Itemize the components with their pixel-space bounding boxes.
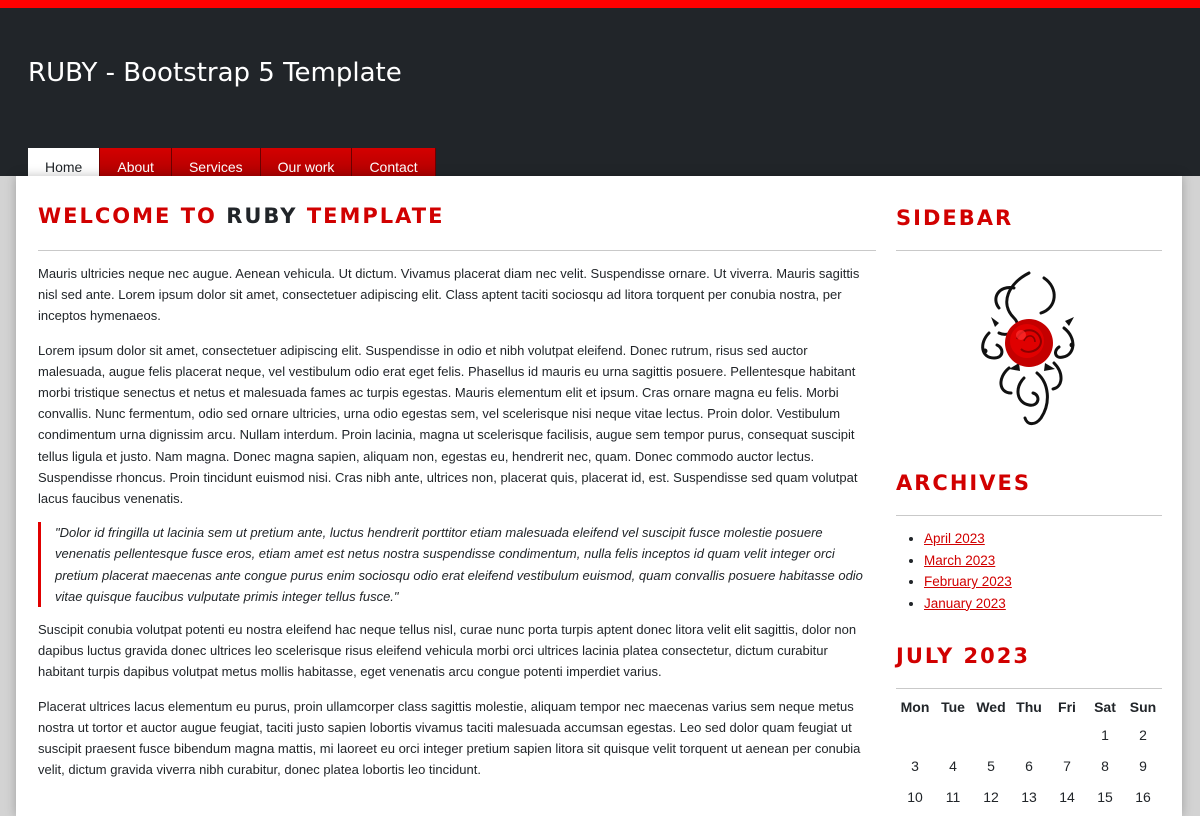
calendar-day: 9 — [1139, 757, 1147, 774]
paragraph-4: Placerat ultrices lacus elementum eu purus, proin ullamcorper class sagittis molestie, aliquam tempor nec maecenas varius sem neque metus nostra ut tortor et auctor augue feugiat, taciti justo sapien lobortis vivamus taciti malesuada accumsan egestas. Leo sed dolor quam feugiat ut suscipit praesent fusce bibendum magna mattis, mi laoreet eu orci integer pretium sapien litora sit quisque velit torquent ut aenean per conubia velit, dictum gravida viverra nibh curabitur, donec platea lobortis leo tincidunt. — [38, 698, 861, 778]
top-accent-bar — [0, 0, 1200, 8]
weekday-sun: Sun — [1129, 699, 1157, 715]
title-part-ruby: RUBY — [226, 204, 298, 228]
archive-link-march-2023[interactable]: March 2023 — [924, 552, 996, 568]
site-title[interactable]: RUBY - Bootstrap 5 Template — [28, 58, 402, 88]
calendar-day: 5 — [987, 757, 995, 774]
site-header — [0, 8, 1200, 176]
calendar-day: 11 — [945, 788, 961, 805]
archive-link-january-2023[interactable]: January 2023 — [924, 595, 1006, 611]
title-part-template: TEMPLATE — [306, 204, 445, 228]
nav-about[interactable]: About — [100, 148, 172, 184]
weekday-sat: Sat — [1094, 699, 1116, 715]
page-title — [38, 206, 876, 242]
nav-our-work[interactable]: Our work — [261, 148, 353, 184]
archives-list — [896, 528, 1162, 614]
archive-item — [924, 571, 1162, 593]
calendar-day — [972, 719, 1010, 750]
calendar-day — [896, 719, 934, 750]
calendar-day: 16 — [1135, 788, 1151, 805]
calendar — [896, 695, 1162, 812]
archive-item — [924, 593, 1162, 615]
sidebar-divider — [896, 250, 1162, 251]
title-divider — [38, 250, 876, 251]
calendar-week-row — [896, 719, 1162, 750]
sidebar — [896, 206, 1162, 812]
rose-image — [969, 263, 1089, 433]
archive-link-february-2023[interactable]: February 2023 — [924, 574, 1012, 589]
page-container — [16, 176, 1182, 816]
calendar-day: 7 — [1063, 757, 1071, 774]
calendar-week-row — [896, 750, 1162, 781]
title-part-welcome: WELCOME TO — [38, 204, 217, 228]
calendar-day: 4 — [949, 757, 957, 774]
weekday-mon: Mon — [900, 699, 930, 715]
calendar-day: 10 — [907, 788, 923, 805]
sidebar-heading: SIDEBAR — [896, 206, 1014, 230]
nav-home[interactable]: Home — [28, 148, 100, 184]
archives-divider — [896, 515, 1162, 516]
calendar-weekday-row — [896, 695, 1162, 719]
calendar-divider — [896, 688, 1162, 689]
calendar-day — [934, 719, 972, 750]
paragraph-1: Mauris ultricies neque nec augue. Aenean vehicula. Ut dictum. Vivamus placerat diam nec velit. Suspendisse ornare. Ut viverra. Mauris sagittis nisl sed ante. Lorem ipsum dolor sit amet, consectetuer adipiscing elit. Class aptent taciti sociosqu ad litora torquent per conubia nostra, per inceptos hymenaeos. — [38, 266, 860, 324]
calendar-day: 12 — [983, 788, 999, 805]
calendar-week-row — [896, 781, 1162, 812]
calendar-day — [1048, 719, 1086, 750]
archive-item — [924, 528, 1162, 550]
calendar-day: 1 — [1101, 726, 1109, 743]
calendar-day: 2 — [1139, 726, 1147, 743]
calendar-heading: JULY 2023 — [896, 644, 1030, 668]
weekday-tue: Tue — [941, 699, 965, 715]
main-content — [38, 206, 876, 793]
weekday-thu: Thu — [1016, 699, 1042, 715]
calendar-day: 14 — [1059, 788, 1075, 805]
weekday-fri: Fri — [1058, 699, 1076, 715]
calendar-day: 3 — [911, 757, 919, 774]
paragraph-2: Lorem ipsum dolor sit amet, consectetuer adipiscing elit. Suspendisse in odio et nibh volutpat eleifend. Donec rutrum, risus sed auctor malesuada, augue felis placerat neque, vel vestibulum odio erat eget felis. Phasellus id mauris eu urna sagittis posuere. Pellentesque habitant morbi tristique senectus et netus et malesuada fames ac turpis egestas. Mauris elementum elit et ipsum. Cras ornare magna eu felis. Morbi convallis. Nunc fermentum, odio sed ornare ultricies, urna odio egestas sem, vel scelerisque nisi neque vitae lectus. Proin dolor. Vestibulum condimentum urna dignissim arcu. Nullam interdum. Proin lacinia, magna ut scelerisque facilisis, augue sem tempor purus, consequat suscipit tellus ligula et justo. Nam magna. Donec magna sapien, aliquam non, egestas eu, hendrerit nec, quam. Donec commodo auctor lectus. Suspendisse rhoncus. Proin tincidunt euismod nisi. Cras nibh ante, ultrices non, placerat quis, placerat id, est. Suspendisse sed quam volutpat lacus faucibus venenatis. — [38, 342, 858, 507]
archive-link-april-2023[interactable]: April 2023 — [924, 531, 985, 546]
calendar-day: 15 — [1097, 788, 1113, 805]
calendar-day: 13 — [1021, 788, 1037, 805]
archives-heading: ARCHIVES — [896, 471, 1031, 495]
calendar-day — [1010, 719, 1048, 750]
calendar-day: 8 — [1101, 757, 1109, 774]
nav-contact[interactable]: Contact — [352, 148, 435, 184]
blockquote: "Dolor id fringilla ut lacinia sem ut pretium ante, luctus hendrerit porttitor etiam malesuada eleifend vel suscipit fusce molestie posuere venenatis pellentesque fusce eros, etiam amet est netus nostra suspendisse condimentum, nulla felis inceptos id quam velit integer orci pretium placerat maecenas ante congue purus enim sociosqu odio erat eleifend vestibulum euismod, quam convallis posuere habitasse odio vitae quisque faucibus vulputate primis integer tellus fusce." — [38, 522, 876, 607]
paragraph-3: Suscipit conubia volutpat potenti eu nostra eleifend hac neque tellus nisl, curae nunc porta turpis aptent donec litora velit elit sagittis, dolor non dapibus luctus gravida donec ultrices leo scelerisque risus eleifend vehicula morbi orci ultrices lacinia platea consectetur, dictum curabitur habitant turpis dapibus volutpat metus mollis habitasse, eget venenatis arcu congue potenti imperdiet varius. — [38, 622, 857, 680]
weekday-wed: Wed — [976, 699, 1006, 715]
archive-item — [924, 550, 1162, 572]
nav-services[interactable]: Services — [172, 148, 261, 184]
calendar-day: 6 — [1025, 757, 1033, 774]
